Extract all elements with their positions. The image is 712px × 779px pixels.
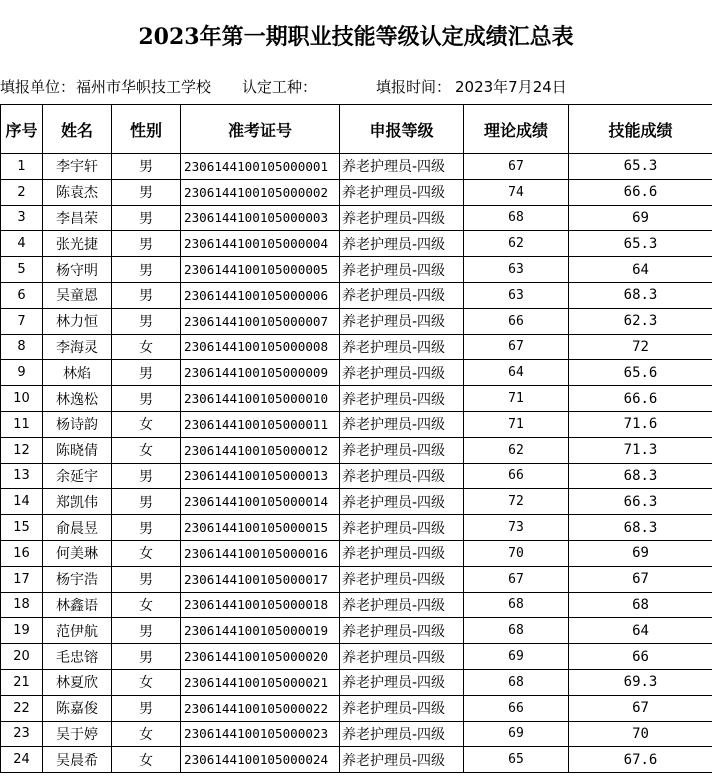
cell-exam-id: 2306144100105000008 <box>181 334 340 360</box>
cell-exam-id: 2306144100105000015 <box>181 515 340 541</box>
cell-seq: 11 <box>1 411 43 437</box>
cell-seq: 4 <box>1 231 43 257</box>
cell-level: 养老护理员-四级 <box>340 360 464 386</box>
table-row <box>1 463 712 489</box>
table-row <box>1 669 712 695</box>
time-value: 2023年7月24日 <box>455 78 567 96</box>
cell-name: 杨宇浩 <box>43 566 112 592</box>
cell-gender: 男 <box>112 515 181 541</box>
cell-name: 陈晓倩 <box>43 437 112 463</box>
table-row <box>1 231 712 257</box>
cell-seq: 8 <box>1 334 43 360</box>
cell-level: 养老护理员-四级 <box>340 618 464 644</box>
cell-theory-score: 67 <box>464 334 569 360</box>
cell-exam-id: 2306144100105000002 <box>181 179 340 205</box>
cell-skill-score: 64 <box>569 618 712 644</box>
cell-exam-id: 2306144100105000016 <box>181 540 340 566</box>
cell-skill-score: 68.3 <box>569 463 712 489</box>
table-row <box>1 308 712 334</box>
cell-name: 林力恒 <box>43 308 112 334</box>
cell-seq: 1 <box>1 154 43 180</box>
cell-exam-id: 2306144100105000021 <box>181 669 340 695</box>
table-row <box>1 695 712 721</box>
cell-gender: 男 <box>112 618 181 644</box>
cell-exam-id: 2306144100105000023 <box>181 721 340 747</box>
cell-seq: 10 <box>1 386 43 412</box>
time-label: 填报时间： <box>376 78 452 96</box>
cell-theory-score: 72 <box>464 489 569 515</box>
cell-seq: 7 <box>1 308 43 334</box>
cell-skill-score: 69 <box>569 205 712 231</box>
cell-gender: 男 <box>112 179 181 205</box>
table-header-row <box>1 105 712 154</box>
header-name: 姓名 <box>43 105 112 154</box>
cell-theory-score: 69 <box>464 644 569 670</box>
cell-gender: 女 <box>112 747 181 773</box>
cell-name: 李昌荣 <box>43 205 112 231</box>
cell-exam-id: 2306144100105000003 <box>181 205 340 231</box>
cell-name: 俞晨昱 <box>43 515 112 541</box>
cell-skill-score: 67 <box>569 566 712 592</box>
cell-level: 养老护理员-四级 <box>340 179 464 205</box>
cell-exam-id: 2306144100105000001 <box>181 154 340 180</box>
cell-skill-score: 62.3 <box>569 308 712 334</box>
cell-theory-score: 64 <box>464 360 569 386</box>
cell-gender: 男 <box>112 644 181 670</box>
cell-name: 杨诗韵 <box>43 411 112 437</box>
cell-exam-id: 2306144100105000006 <box>181 282 340 308</box>
cell-exam-id: 2306144100105000012 <box>181 437 340 463</box>
cell-skill-score: 66.3 <box>569 489 712 515</box>
cell-gender: 男 <box>112 695 181 721</box>
cell-name: 林逸松 <box>43 386 112 412</box>
cell-skill-score: 70 <box>569 721 712 747</box>
cell-level: 养老护理员-四级 <box>340 231 464 257</box>
cell-skill-score: 64 <box>569 257 712 283</box>
cell-level: 养老护理员-四级 <box>340 592 464 618</box>
cell-skill-score: 72 <box>569 334 712 360</box>
cell-gender: 男 <box>112 231 181 257</box>
cell-gender: 男 <box>112 386 181 412</box>
cell-level: 养老护理员-四级 <box>340 489 464 515</box>
table-row <box>1 721 712 747</box>
header-gender: 性别 <box>112 105 181 154</box>
cell-gender: 女 <box>112 592 181 618</box>
cell-gender: 男 <box>112 154 181 180</box>
cell-seq: 17 <box>1 566 43 592</box>
cell-exam-id: 2306144100105000007 <box>181 308 340 334</box>
cell-name: 李海灵 <box>43 334 112 360</box>
cell-seq: 19 <box>1 618 43 644</box>
cell-exam-id: 2306144100105000011 <box>181 411 340 437</box>
cell-gender: 男 <box>112 205 181 231</box>
table-row <box>1 592 712 618</box>
cell-level: 养老护理员-四级 <box>340 566 464 592</box>
cell-name: 张光捷 <box>43 231 112 257</box>
table-row <box>1 644 712 670</box>
cell-skill-score: 71.3 <box>569 437 712 463</box>
trade-label: 认定工种： <box>242 78 318 96</box>
cell-level: 养老护理员-四级 <box>340 282 464 308</box>
cell-skill-score: 68 <box>569 592 712 618</box>
cell-level: 养老护理员-四级 <box>340 695 464 721</box>
cell-level: 养老护理员-四级 <box>340 515 464 541</box>
cell-skill-score: 69.3 <box>569 669 712 695</box>
cell-skill-score: 67 <box>569 695 712 721</box>
cell-exam-id: 2306144100105000010 <box>181 386 340 412</box>
cell-seq: 9 <box>1 360 43 386</box>
table-row <box>1 540 712 566</box>
cell-name: 何美琳 <box>43 540 112 566</box>
cell-theory-score: 62 <box>464 231 569 257</box>
cell-gender: 女 <box>112 411 181 437</box>
cell-name: 李宇轩 <box>43 154 112 180</box>
cell-skill-score: 71.6 <box>569 411 712 437</box>
cell-name: 林鑫语 <box>43 592 112 618</box>
table-row <box>1 179 712 205</box>
cell-theory-score: 71 <box>464 411 569 437</box>
cell-theory-score: 68 <box>464 669 569 695</box>
cell-theory-score: 66 <box>464 463 569 489</box>
cell-skill-score: 69 <box>569 540 712 566</box>
header-exam-id: 准考证号 <box>181 105 340 154</box>
cell-exam-id: 2306144100105000020 <box>181 644 340 670</box>
table-row <box>1 257 712 283</box>
cell-name: 毛忠镕 <box>43 644 112 670</box>
cell-level: 养老护理员-四级 <box>340 721 464 747</box>
unit-value: 福州市华帜技工学校 <box>76 78 212 96</box>
cell-skill-score: 66 <box>569 644 712 670</box>
table-row <box>1 618 712 644</box>
cell-level: 养老护理员-四级 <box>340 644 464 670</box>
table-row <box>1 489 712 515</box>
cell-name: 吴于婷 <box>43 721 112 747</box>
cell-seq: 6 <box>1 282 43 308</box>
cell-gender: 女 <box>112 721 181 747</box>
header-skill-score: 技能成绩 <box>569 105 712 154</box>
cell-gender: 女 <box>112 334 181 360</box>
cell-seq: 13 <box>1 463 43 489</box>
cell-gender: 男 <box>112 566 181 592</box>
cell-skill-score: 65.6 <box>569 360 712 386</box>
table-row <box>1 747 712 773</box>
table-row <box>1 205 712 231</box>
cell-theory-score: 74 <box>464 179 569 205</box>
table-row <box>1 515 712 541</box>
cell-seq: 22 <box>1 695 43 721</box>
cell-level: 养老护理员-四级 <box>340 540 464 566</box>
cell-skill-score: 67.6 <box>569 747 712 773</box>
cell-exam-id: 2306144100105000004 <box>181 231 340 257</box>
cell-name: 陈袁杰 <box>43 179 112 205</box>
cell-name: 林夏欣 <box>43 669 112 695</box>
cell-level: 养老护理员-四级 <box>340 205 464 231</box>
cell-name: 余延宇 <box>43 463 112 489</box>
cell-exam-id: 2306144100105000022 <box>181 695 340 721</box>
cell-seq: 5 <box>1 257 43 283</box>
cell-theory-score: 73 <box>464 515 569 541</box>
cell-theory-score: 65 <box>464 747 569 773</box>
cell-gender: 男 <box>112 489 181 515</box>
cell-gender: 女 <box>112 540 181 566</box>
cell-name: 范伊航 <box>43 618 112 644</box>
cell-gender: 男 <box>112 257 181 283</box>
cell-exam-id: 2306144100105000024 <box>181 747 340 773</box>
cell-theory-score: 69 <box>464 721 569 747</box>
cell-theory-score: 63 <box>464 257 569 283</box>
cell-level: 养老护理员-四级 <box>340 411 464 437</box>
cell-seq: 16 <box>1 540 43 566</box>
header-level: 申报等级 <box>340 105 464 154</box>
cell-gender: 男 <box>112 282 181 308</box>
page-title: 2023年第一期职业技能等级认定成绩汇总表 <box>138 23 574 50</box>
table-body <box>1 154 712 773</box>
score-summary-table <box>0 104 712 773</box>
cell-skill-score: 68.3 <box>569 282 712 308</box>
cell-theory-score: 67 <box>464 154 569 180</box>
header-theory-score: 理论成绩 <box>464 105 569 154</box>
table-row <box>1 386 712 412</box>
cell-theory-score: 71 <box>464 386 569 412</box>
cell-gender: 男 <box>112 308 181 334</box>
cell-gender: 女 <box>112 669 181 695</box>
cell-exam-id: 2306144100105000009 <box>181 360 340 386</box>
cell-theory-score: 63 <box>464 282 569 308</box>
table-row <box>1 411 712 437</box>
table-row <box>1 282 712 308</box>
cell-seq: 23 <box>1 721 43 747</box>
table-row <box>1 154 712 180</box>
table-row <box>1 566 712 592</box>
cell-level: 养老护理员-四级 <box>340 437 464 463</box>
cell-exam-id: 2306144100105000019 <box>181 618 340 644</box>
cell-level: 养老护理员-四级 <box>340 308 464 334</box>
cell-level: 养老护理员-四级 <box>340 154 464 180</box>
cell-name: 杨守明 <box>43 257 112 283</box>
cell-level: 养老护理员-四级 <box>340 386 464 412</box>
cell-skill-score: 65.3 <box>569 231 712 257</box>
cell-name: 郑凯伟 <box>43 489 112 515</box>
table-row <box>1 334 712 360</box>
cell-level: 养老护理员-四级 <box>340 669 464 695</box>
cell-seq: 2 <box>1 179 43 205</box>
report-info-bar <box>0 72 712 102</box>
cell-theory-score: 68 <box>464 205 569 231</box>
cell-theory-score: 68 <box>464 592 569 618</box>
header-seq: 序号 <box>1 105 43 154</box>
cell-skill-score: 66.6 <box>569 179 712 205</box>
cell-theory-score: 67 <box>464 566 569 592</box>
cell-gender: 男 <box>112 360 181 386</box>
cell-theory-score: 70 <box>464 540 569 566</box>
table-row <box>1 360 712 386</box>
cell-seq: 21 <box>1 669 43 695</box>
cell-skill-score: 68.3 <box>569 515 712 541</box>
table-row <box>1 437 712 463</box>
cell-seq: 15 <box>1 515 43 541</box>
cell-seq: 3 <box>1 205 43 231</box>
cell-level: 养老护理员-四级 <box>340 463 464 489</box>
cell-level: 养老护理员-四级 <box>340 334 464 360</box>
unit-label: 填报单位： <box>0 78 76 96</box>
cell-seq: 14 <box>1 489 43 515</box>
cell-name: 吴晨希 <box>43 747 112 773</box>
cell-exam-id: 2306144100105000018 <box>181 592 340 618</box>
cell-exam-id: 2306144100105000013 <box>181 463 340 489</box>
cell-theory-score: 66 <box>464 308 569 334</box>
cell-name: 林焰 <box>43 360 112 386</box>
cell-seq: 12 <box>1 437 43 463</box>
cell-theory-score: 62 <box>464 437 569 463</box>
cell-theory-score: 66 <box>464 695 569 721</box>
cell-gender: 女 <box>112 437 181 463</box>
cell-level: 养老护理员-四级 <box>340 257 464 283</box>
cell-gender: 男 <box>112 463 181 489</box>
cell-name: 吴童恩 <box>43 282 112 308</box>
cell-skill-score: 66.6 <box>569 386 712 412</box>
cell-theory-score: 68 <box>464 618 569 644</box>
cell-skill-score: 65.3 <box>569 154 712 180</box>
cell-name: 陈嘉俊 <box>43 695 112 721</box>
cell-seq: 20 <box>1 644 43 670</box>
cell-seq: 24 <box>1 747 43 773</box>
cell-exam-id: 2306144100105000017 <box>181 566 340 592</box>
cell-seq: 18 <box>1 592 43 618</box>
cell-exam-id: 2306144100105000014 <box>181 489 340 515</box>
cell-exam-id: 2306144100105000005 <box>181 257 340 283</box>
cell-level: 养老护理员-四级 <box>340 747 464 773</box>
